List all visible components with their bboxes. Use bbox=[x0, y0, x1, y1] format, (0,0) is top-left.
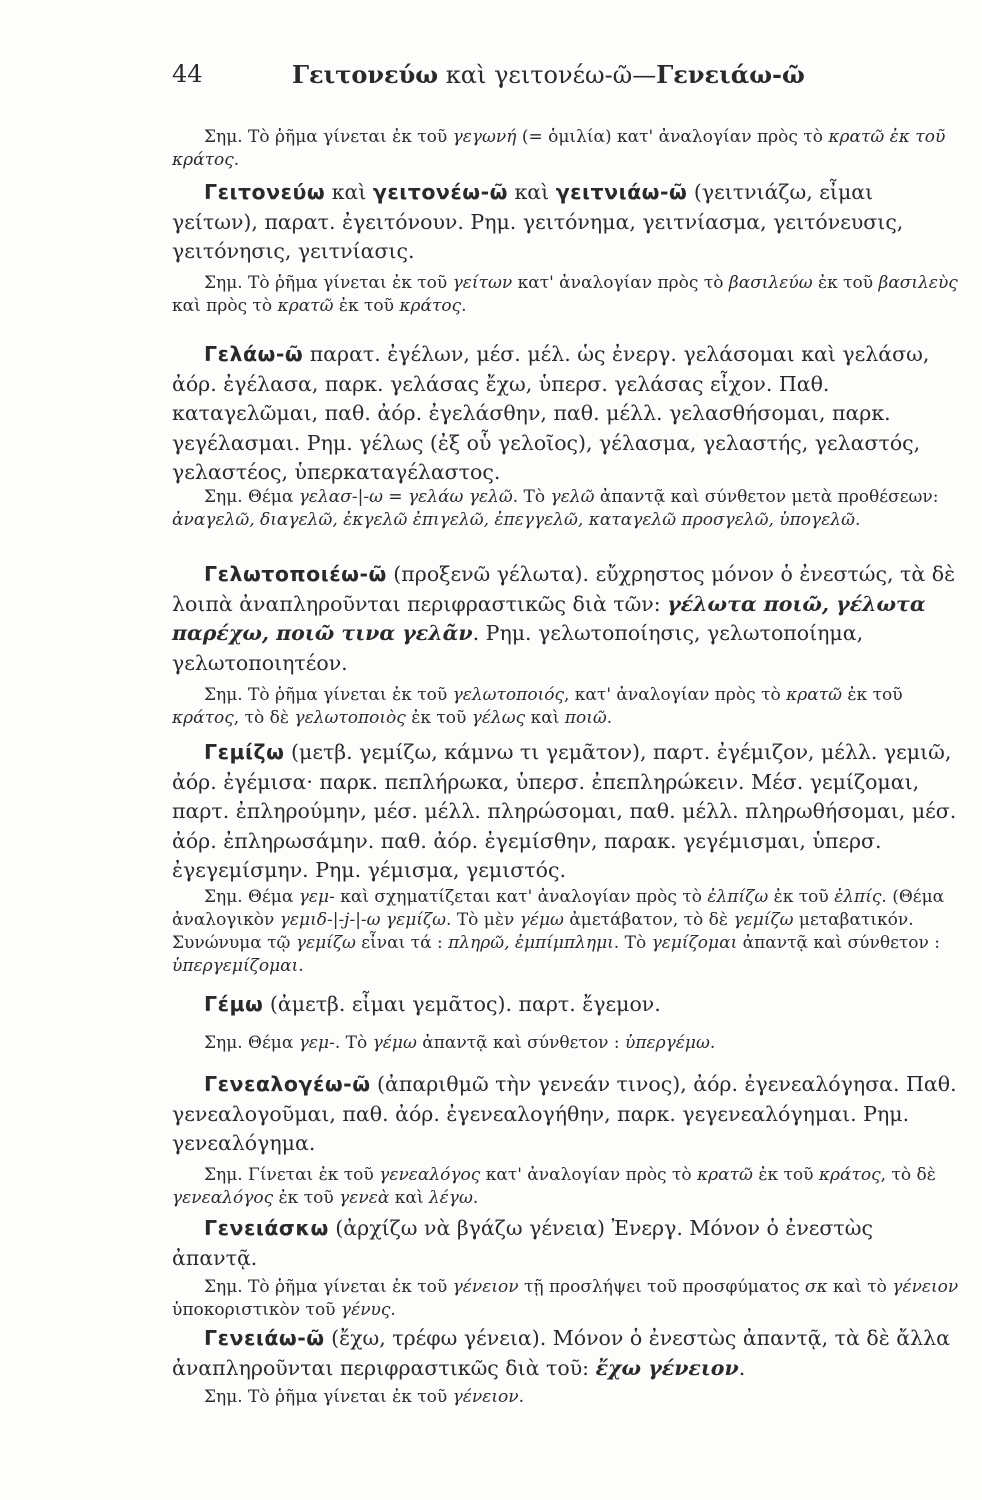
entry-gemo: Γέμω (ἀμετβ. εἶμαι γεμᾶτος). παρτ. ἔγεμον. bbox=[204, 992, 661, 1016]
entry-geneiao: Γενειάω-ῶ (ἔχω, τρέφω γένεια). Μόνον ὁ ἐνεστὼς ἀπαντᾷ, τὰ δὲ ἄλλα ἀναπληροῦνται περιφραστικῶς διὰ τοῦ: ἔχω γένειον. bbox=[172, 1326, 950, 1380]
lemma: Γενειάσκω bbox=[204, 1216, 329, 1240]
note-2: Σημ. Τὸ ῥῆμα γίνεται ἐκ τοῦ γείτων κατ' ἀναλογίαν πρὸς τὸ βασιλεύω ἐκ τοῦ βασιλεὺς καὶ πρὸς τὸ κρατῶ ἐκ τοῦ κράτος. bbox=[172, 273, 958, 316]
note-10: Σημ. Θέμα γεμ-. Τὸ γέμω ἀπαντᾷ καὶ σύνθετον : ὑπεργέμω. bbox=[204, 1033, 716, 1053]
entry-gemizo: Γεμίζω (μετβ. γεμίζω, κάμνω τι γεμᾶτον), παρτ. ἐγέμιζον, μέλλ. γεμιῶ, ἀόρ. ἐγέμισα· παρκ. πεπλήρωκα, ὑπερσ. ἐπεπληρώκειν. Μέσ. γεμίζομαι, παρτ. ἐπληρούμην, μέσ. μέλλ. πληρώσομαι, παθ. μέλλ. πληρωθήσομαι, μέσ. ἀόρ. ἐπληρωσάμην. παθ. ἀόρ. ἐγεμίσθην, παρακ. γεγέμισμαι, ὑπερσ. ἐγεγεμίσμην. Ρημ. γέμισμα, γεμιστός. bbox=[172, 740, 957, 882]
note-8: Σημ. Θέμα γεμ- καὶ σχηματίζεται κατ' ἀναλογίαν πρὸς τὸ ἐλπίζω ἐκ τοῦ ἐλπίς. (Θέμα ἀναλογικὸν γεμιδ-|-j-|-ω γεμίζω. Τὸ μὲν γέμω ἀμετάβατον, τὸ δὲ γεμίζω μεταβατικόν. Συνώνυμα τῷ γεμίζω εἶναι τά : πληρῶ, ἐμπίμπλημι. Τὸ γεμίζομαι ἀπαντᾷ καὶ σύνθετον : ὑπεργεμίζομαι. bbox=[172, 887, 945, 976]
entry-geitoneuo: Γειτονεύω καὶ γειτονέω-ῶ καὶ γειτνιάω-ῶ (γειτνιάζω, εἶμαι γείτων), παρατ. ἐγειτόνουν. Ρημ. γειτόνημα, γειτνίασμα, γειτόνευσις, γειτόνησις, γειτνίασις. bbox=[172, 180, 904, 263]
note-6: Σημ. Τὸ ῥῆμα γίνεται ἐκ τοῦ γελωτοποιός, κατ' ἀναλογίαν πρὸς τὸ κρατῶ ἐκ τοῦ κράτος, τὸ δὲ γελωτοποιὸς ἐκ τοῦ γέλως καὶ ποιῶ. bbox=[172, 685, 903, 728]
lemma: Γειτονεύω bbox=[204, 180, 326, 204]
running-header bbox=[172, 60, 872, 96]
page-number: 44 bbox=[172, 60, 203, 88]
entry-genealogeo: Γενεαλογέω-ῶ (ἀπαριθμῶ τὴν γενεάν τινος), ἀόρ. ἐγενεαλόγησα. Παθ. γενεαλογοῦμαι, παθ. ἀόρ. ἐγενεαλογήθην, παρκ. γεγενεαλόγημαι. Ρημ. γενεαλόγημα. bbox=[172, 1072, 957, 1155]
entry-gelao: Γελάω-ῶ παρατ. ἐγέλων, μέσ. μέλ. ὡς ἐνεργ. γελάσομαι καὶ γελάσω, ἀόρ. ἐγέλασα, παρκ. γελάσας ἔχω, ὑπερσ. γελάσας εἶχον. Παθ. καταγελῶμαι, παθ. ἀόρ. ἐγελάσθην, παθ. μέλλ. γελασθήσομαι, παρκ. γεγέλασμαι. Ρημ. γέλως (ἐξ οὗ γελοῖος), γέλασμα, γελαστής, γελαστός, γελαστέος, ὑπερκαταγέλαστος. bbox=[172, 342, 930, 484]
note-12: Σημ. Γίνεται ἐκ τοῦ γενεαλόγος κατ' ἀναλογίαν πρὸς τὸ κρατῶ ἐκ τοῦ κράτος, τὸ δὲ γενεαλόγος ἐκ τοῦ γενεὰ καὶ λέγω. bbox=[172, 1165, 936, 1208]
lemma: Γενειάω-ῶ bbox=[204, 1326, 325, 1350]
note-4: Σημ. Θέμα γελασ-|-ω = γελάω γελῶ. Τὸ γελῶ ἀπαντᾷ καὶ σύνθετον μετὰ προθέσεων: ἀναγελῶ, διαγελῶ, ἐκγελῶ ἐπιγελῶ, ἐπεγγελῶ, καταγελῶ προσγελῶ, ὑπογελῶ. bbox=[172, 487, 939, 530]
entry-gelotopoieo: Γελωτοποιέω-ῶ (προξενῶ γέλωτα). εὔχρηστος μόνον ὁ ἐνεστώς, τὰ δὲ λοιπὰ ἀναπληροῦνται περιφραστικῶς διὰ τῶν: γέλωτα ποιῶ, γέλωτα παρέχω, ποιῶ τινα γελᾶν. Ρημ. γελωτοποίησις, γελωτοποίημα, γελωτοποιητέον. bbox=[172, 562, 956, 675]
entry-geneiasko: Γενειάσκω (ἀρχίζω νὰ βγάζω γένεια) Ἐνεργ. Μόνον ὁ ἐνεστὼς ἀπαντᾷ. bbox=[172, 1216, 873, 1270]
running-head-title: Γειτονεύω καὶ γειτονέω-ῶ—Γενειάω-ῶ bbox=[292, 60, 805, 89]
note-14: Σημ. Τὸ ῥῆμα γίνεται ἐκ τοῦ γένειον τῇ προσλήψει τοῦ προσφύματος σκ καὶ τὸ γένειον ὑποκοριστικὸν τοῦ γένυς. bbox=[172, 1277, 959, 1320]
lemma: Γεμίζω bbox=[204, 740, 285, 764]
note-0: Σημ. Τὸ ῥῆμα γίνεται ἐκ τοῦ γεγωνή (= ὁμιλία) κατ' ἀναλογίαν πρὸς τὸ κρατῶ ἐκ τοῦ κράτος. bbox=[172, 127, 946, 170]
lemma: Γενεαλογέω-ῶ bbox=[204, 1072, 371, 1096]
lemma: Γελωτοποιέω-ῶ bbox=[204, 562, 387, 586]
note-16: Σημ. Τὸ ῥῆμα γίνεται ἐκ τοῦ γένειον. bbox=[204, 1387, 524, 1407]
lemma: Γελάω-ῶ bbox=[204, 342, 304, 366]
lemma: Γέμω bbox=[204, 992, 264, 1016]
